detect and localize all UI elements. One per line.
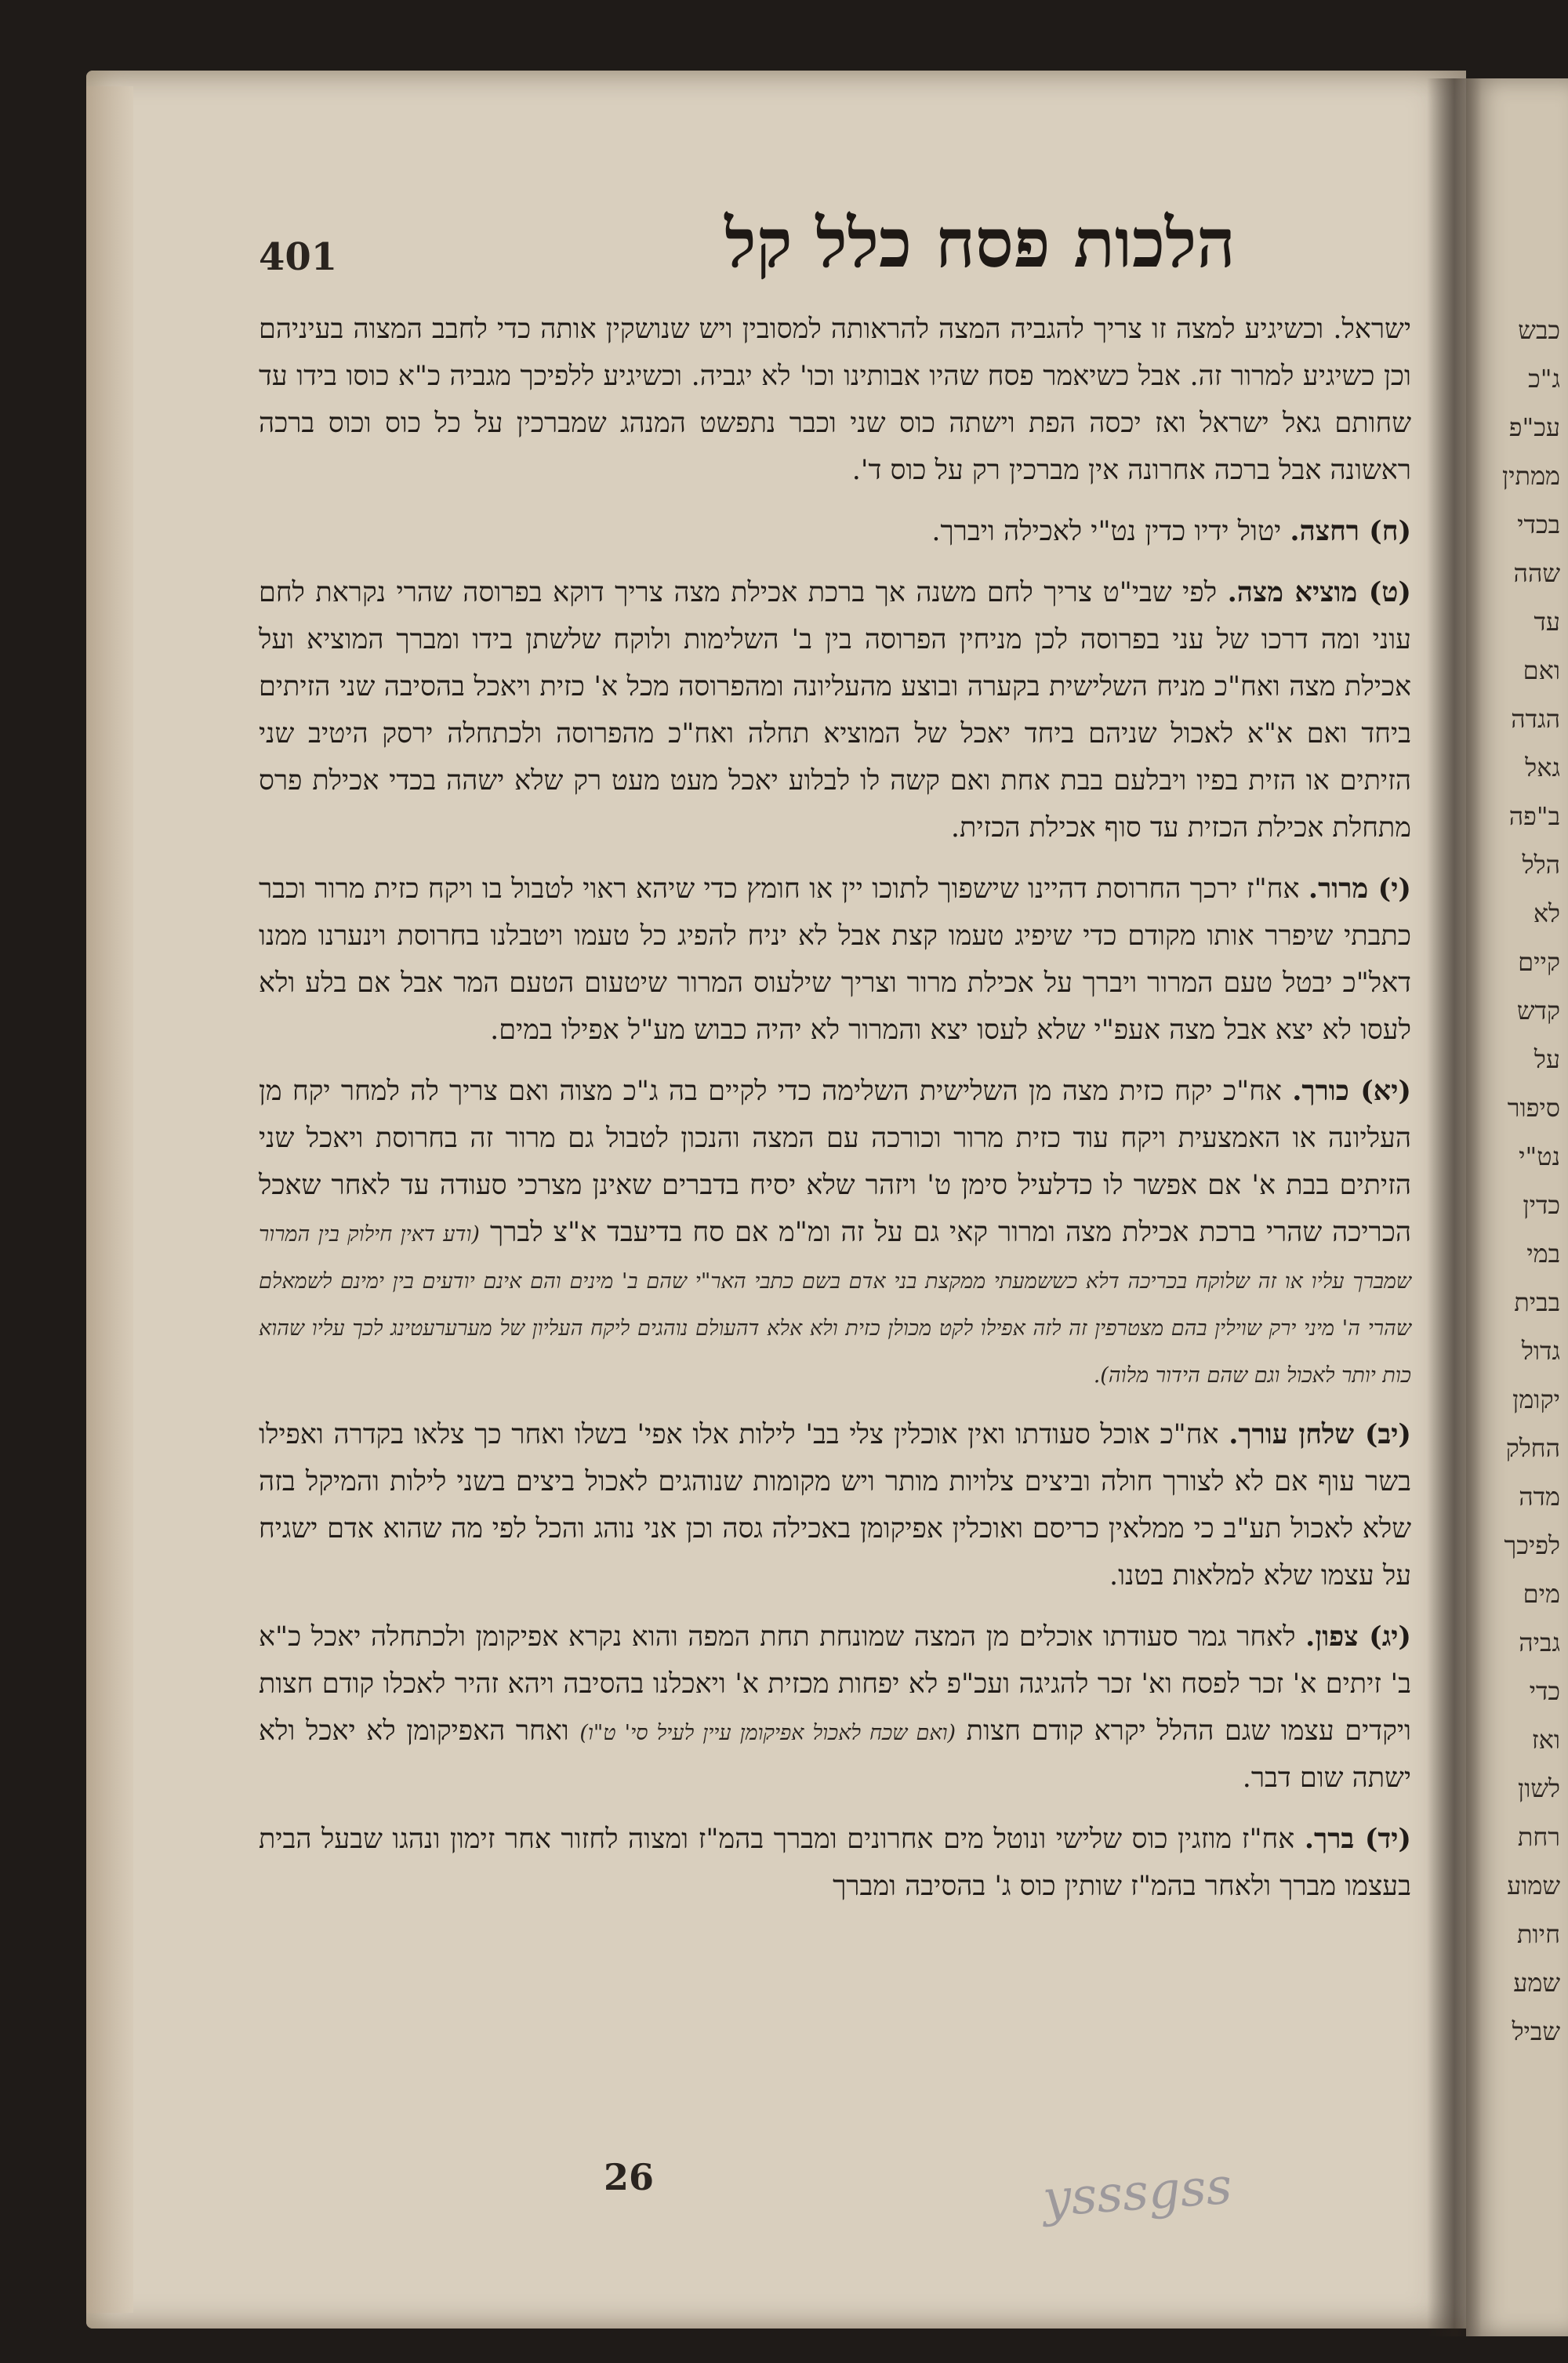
facing-page-fragment: במי	[1526, 1239, 1560, 1269]
signature-number: 26	[604, 2156, 655, 2198]
facing-page-fragment: ב"פה	[1508, 801, 1560, 831]
paragraph-text: לפי שבי"ט צריך לחם משנה אך ברכת אכילת מצה צריך דוקא בפרוסה שהרי נקראת לחם עוני ומה דרכו של עני בפרוסה לכן מניחין הפרוסה בין ב' השלימות ולוקח שלשתן בידו ומברך המוציא ועל אכילת מצה ואח"כ מניח השלישית בקערה ובוצע מהעליונה ומהפרוסה מכל א' כזית ויאכל בהסיבה שני הזיתים ביחד ואם א"א לאכול שניהם ביחד יאכל של המוציא תחלה ואח"כ מהפרוסה ולכתחלה ירסק היטיב שני הזיתים או הזית בפיו ויבלעם בבת אחת ואם קשה לו לבלוע יאכל מעט מעט רק שלא ישהה בכדי אכילת פרס מתחלת אכילת הכזית עד סוף אכילת הכזית.	[259, 577, 1411, 844]
paragraph-text: אח"כ יקח כזית מצה מן השלישית השלימה כדי לקיים בה ג"כ מצוה ואם צריך לה למחר יקח מן העליונה או האמצעית ויקח עוד כזית מרור וכורכה עם המצה והנכון לטבול גם מרור זה בחרוסת ויאכל שני הזיתים בבת א' אם אפשר לו כדלעיל סימן ט' ויזהר שלא יסיח בדברים שאינן מצרכי סעודה עד לאחר שאכל הכריכה שהרי ברכת אכילת מצה ומרור קאי גם על זה ומ"מ אם סח בדיעבד א"צ לברך	[259, 1076, 1411, 1248]
facing-page-fragment: שמע	[1513, 1968, 1560, 1998]
facing-page-fragment: קדש	[1516, 996, 1560, 1025]
facing-page-fragment: החלק	[1505, 1433, 1560, 1463]
section-label: (יא) כורך.	[1292, 1075, 1411, 1107]
facing-page-fragment: סיפור	[1507, 1093, 1560, 1123]
section-label: (ט) מוציא מצה.	[1227, 576, 1411, 608]
facing-page-fragment: שהה	[1513, 558, 1560, 588]
section-label: (יג) צפון.	[1305, 1621, 1411, 1653]
facing-page-fragment: לא	[1533, 898, 1560, 928]
section-label: (יב) שלחן עורך.	[1229, 1418, 1411, 1450]
paragraph-rachtza	[259, 508, 1411, 555]
facing-page-fragment: גדול	[1521, 1336, 1560, 1366]
section-label: (ח) רחצה.	[1290, 515, 1411, 547]
paragraph-text: יטול ידיו כדין נט"י לאכילה ויברך.	[931, 516, 1282, 547]
facing-page-fragment: גביה	[1519, 1628, 1560, 1657]
paragraph-note: (ודע דאין חילוק בין המרור שמברך עליו או זה שלוקח בכריכה דלא כששמעתי ממקצת בני אדם בשם כתבי האר"י שהם ב' מינים והם אינם יודעים בין ימינם לשמאלם שהרי ה' מיני ירק שוילין בהם מצטרפין זה לזה אפילו לקט מכולן כזית ולא אלא דהעולם נוהגים ליקח העליון של מערערעטינג לכך עליו שהוא כות יותר לאכול וגם שהם הידור מלוה).	[259, 1222, 1411, 1388]
facing-page-fragment: בכדי	[1517, 510, 1560, 539]
page-body	[259, 306, 1411, 1924]
facing-page-text	[1474, 306, 1560, 2056]
paragraph-text: אח"כ אוכל סעודתו ואין אוכלין צלי בב' לילות אלו אפי' בשלו ואחר כך צלאו בקדרה ואפילו בשר עוף אם לא לצורך חולה וביצים צלויות מותר ויש מקומות שנוהגים לאכול ביצים בשני לילות והמיקל בזה שלא לאכול תע"ב כי ממלאין כריסם ואוכלין אפיקומן באכילה גסה וכן אני נוהג והכל לפי מה שהוא אדם ישגיח על עצמו שלא למלאות בטנו.	[259, 1419, 1411, 1592]
facing-page-fragment: בבית	[1514, 1287, 1560, 1317]
page-header	[259, 204, 1411, 306]
facing-page-fragment: חיות	[1516, 1919, 1560, 1949]
section-label: (י) מרור.	[1308, 873, 1411, 905]
facing-page-fragment: ממתין	[1502, 461, 1560, 491]
facing-page-fragment: עכ"פ	[1508, 412, 1560, 442]
paragraph-motzi-matza	[259, 569, 1411, 851]
facing-page-fragment: הלל	[1522, 850, 1560, 880]
facing-page-fragment: קיים	[1518, 947, 1560, 977]
facing-page-fragment: ואם	[1523, 655, 1560, 685]
paragraph-text: ישראל. וכשיגיע למצה זו צריך להגביה המצה להראותה למסובין ויש שנושקין אותה כדי לחבב המצוה בעיניהם וכן כשיגיע למרור זה. אבל כשיאמר פסח שהיו אבותינו וכו' לא יגביה. וכשיגיע ללפיכך מגביה כ"א כוסו בידו עד שחותם גאל ישראל ואז יכסה הפת וישתה כוס שני וכבר נתפשט המנהג שמברכין על כל כוס וכוס ברכה ראשונה אבל ברכה אחרונה אין מברכין רק על כוס ד'.	[259, 314, 1411, 486]
paragraph-tzafun	[259, 1613, 1411, 1802]
paragraph-korech	[259, 1068, 1411, 1397]
facing-page-fragment: לשון	[1518, 1773, 1560, 1803]
paragraph-intro	[259, 306, 1411, 494]
paragraph-barech	[259, 1816, 1411, 1910]
facing-page-fragment: עד	[1534, 607, 1560, 637]
paragraph-text-tail: ואחר האפיקומן לא יאכל ולא ישתה שום דבר.	[259, 1715, 1411, 1794]
running-title: הלכות פסח כלל קל	[724, 204, 1236, 283]
paragraph-shulchan-orech	[259, 1411, 1411, 1599]
facing-page-fragment: כדי	[1529, 1676, 1560, 1706]
facing-page-fragment: שמוע	[1507, 1871, 1560, 1900]
paragraph-note: (ואם שכח לאכול אפיקומן עיין לעיל סי' ט"ו)	[579, 1721, 956, 1745]
handwritten-mark: ysssgss	[1040, 2157, 1234, 2229]
facing-page-fragment: מים	[1523, 1579, 1560, 1609]
facing-page-fragment: ואז	[1531, 1725, 1560, 1755]
facing-page-fragment: יקומן	[1512, 1385, 1560, 1414]
facing-page-fragment: ג"כ	[1528, 364, 1560, 394]
facing-page-fragment: גאל	[1525, 753, 1560, 782]
facing-page-fragment: שביל	[1512, 2016, 1560, 2046]
paragraph-text: אח"ז מוזגין כוס שלישי ונוטל מים אחרונים ומברך בהמ"ז ומצוה לחזור אחר זימון ונהגו שבעל הבית בעצמו מברך ולאחר בהמ"ז שותין כוס ג' בהסיבה ומברך	[259, 1824, 1411, 1902]
page-edge	[86, 86, 133, 2313]
facing-page-fragment: כבש	[1518, 315, 1560, 345]
facing-page-fragment: על	[1534, 1044, 1560, 1074]
facing-page-fragment: הגדה	[1511, 704, 1560, 734]
facing-page-fragment: לפיכך	[1504, 1530, 1560, 1560]
paragraph-text: אח"ז ירכך החרוסת דהיינו שישפוך לתוכו יין או חומץ כדי שיהא ראוי לטבול בו ויקח כזית מרור וכבר כתבתי שיפרר אותו מקודם כדי שיפיג טעמו קצת אבל לא יניח להפיג כל טעמו ויטבלנו בחרוסת וינערנו ממנו דאל"כ יבטל טעם המרור ויברך על אכילת מרור וצריך שילעוס המרור שיטעום הטעם המר אבל אם בלע ולא לעסו לא יצא אבל מצה אעפ"י שלא לעסו יצא והמרור לא יהיה כבוש מע"ל אפילו במים.	[259, 873, 1411, 1046]
facing-page-fragment: כדין	[1523, 1190, 1560, 1220]
paragraph-text: לאחר גמר סעודתו אוכלים מן המצה שמונחת תחת המפה והוא נקרא אפיקומן ולכתחלה יאכל כ"א ב' זיתים א' זכר לפסח וא' זכר להגיגה ועכ"פ לא יפחות מכזית א' ויאכלנו בהסיבה ויהא זהיר לאכלו קודם חצות ויקדים עצמו שגם ההלל יקרא קודם חצות	[259, 1621, 1411, 1747]
facing-page-fragment: נט"י	[1519, 1142, 1560, 1171]
page-number: 401	[259, 235, 338, 279]
facing-page-fragment: רחת	[1517, 1822, 1560, 1852]
paragraph-maror	[259, 866, 1411, 1054]
section-label: (יד) ברך.	[1304, 1823, 1411, 1855]
facing-page-fragment: מדה	[1519, 1482, 1560, 1512]
